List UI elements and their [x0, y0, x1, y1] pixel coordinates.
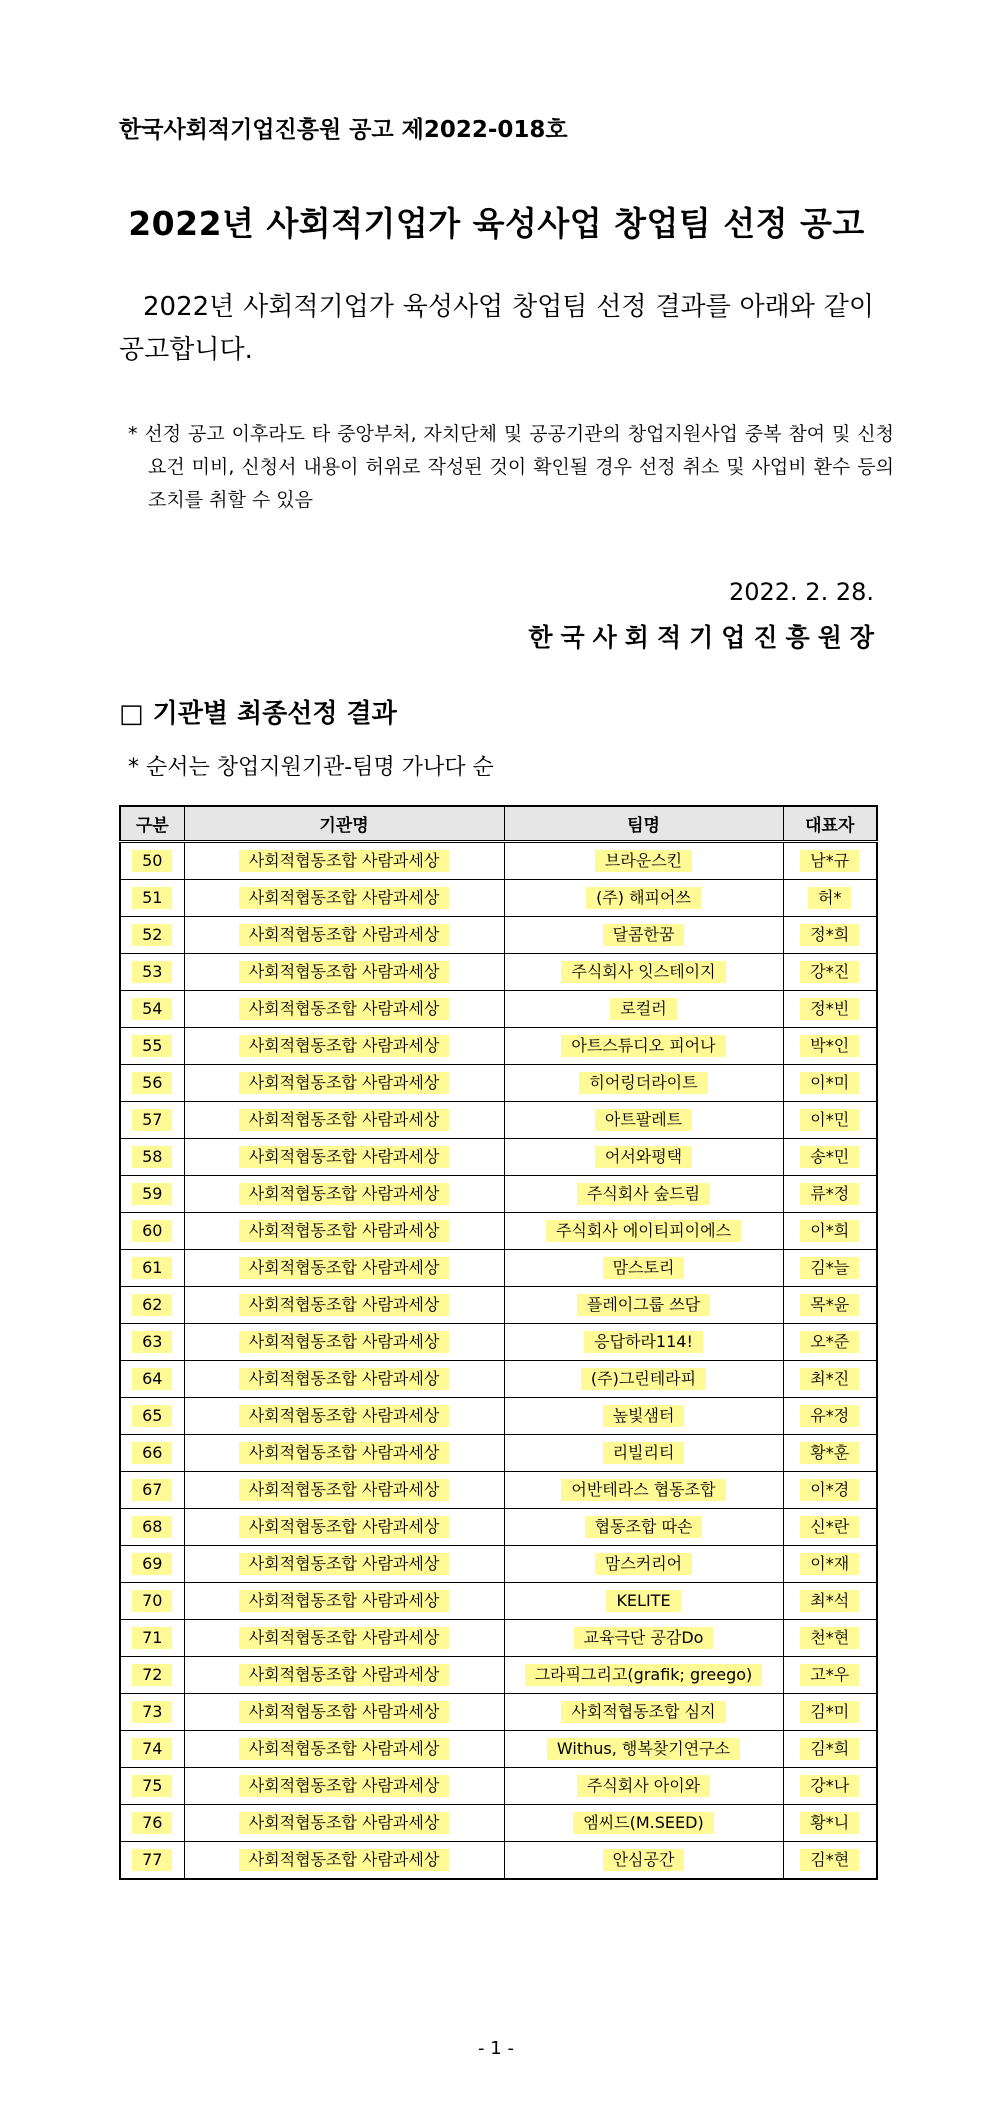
cell-org — [184, 1546, 504, 1583]
cell-no-text: 50 — [132, 850, 172, 872]
cell-no — [120, 1435, 184, 1472]
table-row — [120, 1583, 877, 1620]
cell-no-text: 73 — [132, 1701, 172, 1723]
cell-rep-text: 남*규 — [800, 850, 859, 872]
cell-rep — [783, 917, 877, 954]
cell-no-text: 62 — [132, 1294, 172, 1316]
section-heading: □ 기관별 최종선정 결과 — [119, 699, 397, 729]
cell-rep — [783, 842, 877, 880]
cell-no — [120, 842, 184, 880]
cell-org-text: 사회적협동조합 사람과세상 — [239, 1775, 450, 1797]
cell-rep — [783, 1620, 877, 1657]
cell-org-text: 사회적협동조합 사람과세상 — [239, 850, 450, 872]
cell-org — [184, 1398, 504, 1435]
results-table — [119, 805, 878, 1880]
cell-rep — [783, 1546, 877, 1583]
cell-no — [120, 1398, 184, 1435]
table-row — [120, 1139, 877, 1176]
order-note: * 순서는 창업지원기관-팀명 가나다 순 — [128, 755, 494, 780]
cell-org-text: 사회적협동조합 사람과세상 — [239, 1664, 450, 1686]
cell-org-text: 사회적협동조합 사람과세상 — [239, 1627, 450, 1649]
cell-team — [504, 1546, 783, 1583]
cell-org-text: 사회적협동조합 사람과세상 — [239, 1368, 450, 1390]
cell-team-text: 교육극단 공감Do — [574, 1627, 714, 1649]
cell-rep — [783, 1213, 877, 1250]
cell-org — [184, 991, 504, 1028]
table-row — [120, 880, 877, 917]
cell-no — [120, 1065, 184, 1102]
cell-team — [504, 1805, 783, 1842]
cell-team-text: 높빛샘터 — [603, 1405, 685, 1427]
cell-org — [184, 1176, 504, 1213]
cell-rep-text: 박*인 — [800, 1035, 859, 1057]
cell-team — [504, 1472, 783, 1509]
cell-no — [120, 1657, 184, 1694]
cell-org — [184, 1102, 504, 1139]
cell-team-text: 그라픽그리고(grafik; greego) — [525, 1664, 763, 1686]
cell-org-text: 사회적협동조합 사람과세상 — [239, 1701, 450, 1723]
cell-org — [184, 1509, 504, 1546]
cell-org — [184, 954, 504, 991]
cell-rep-text: 김*늘 — [800, 1257, 859, 1279]
cell-org — [184, 842, 504, 880]
cell-team — [504, 1250, 783, 1287]
table-row — [120, 1213, 877, 1250]
cell-org — [184, 1065, 504, 1102]
cell-team-text: 주식회사 아이와 — [577, 1775, 710, 1797]
cell-rep-text: 송*민 — [800, 1146, 859, 1168]
cell-team — [504, 1583, 783, 1620]
column-header-rep: 대표자 — [783, 806, 877, 842]
cell-team-text: 브라운스킨 — [595, 850, 692, 872]
cell-team-text: (주) 해피어쓰 — [586, 887, 701, 909]
cell-team — [504, 1287, 783, 1324]
cell-no-text: 54 — [132, 998, 172, 1020]
table-row — [120, 1065, 877, 1102]
cell-no-text: 75 — [132, 1775, 172, 1797]
cell-org — [184, 1805, 504, 1842]
issuer-name: 한국사회적기업진흥원장 — [528, 623, 882, 652]
cell-team-text: 로컬러 — [610, 998, 676, 1020]
cell-team — [504, 1731, 783, 1768]
cell-no — [120, 991, 184, 1028]
table-row — [120, 1842, 877, 1880]
cell-rep — [783, 1102, 877, 1139]
table-row — [120, 1102, 877, 1139]
cell-rep-text: 이*민 — [800, 1109, 859, 1131]
cell-team — [504, 1657, 783, 1694]
cell-rep-text: 김*현 — [800, 1849, 859, 1871]
cell-team — [504, 842, 783, 880]
cell-org — [184, 1842, 504, 1880]
cell-org — [184, 1620, 504, 1657]
cell-no-text: 56 — [132, 1072, 172, 1094]
cell-rep-text: 김*미 — [800, 1701, 859, 1723]
cell-no — [120, 1472, 184, 1509]
cell-org — [184, 1139, 504, 1176]
cell-no — [120, 1028, 184, 1065]
cell-rep — [783, 1139, 877, 1176]
cell-rep-text: 황*훈 — [800, 1442, 859, 1464]
cell-no — [120, 1361, 184, 1398]
cell-org-text: 사회적협동조합 사람과세상 — [239, 1849, 450, 1871]
caveat-note: * 선정 공고 이후라도 타 중앙부처, 자치단체 및 공공기관의 창업지원사업 중복 참여 및 신청요건 미비, 신청서 내용이 허위로 작성된 것이 확인될 경우 선정 취소 및 사업비 환수 등의 조치를 취할 수 있음 — [128, 423, 894, 511]
table-row — [120, 917, 877, 954]
page-number: - 1 - — [478, 2038, 514, 2059]
cell-team — [504, 1213, 783, 1250]
cell-rep-text: 허* — [808, 887, 851, 909]
cell-no — [120, 1620, 184, 1657]
cell-no — [120, 1694, 184, 1731]
cell-no-text: 64 — [132, 1368, 172, 1390]
cell-team-text: 주식회사 에이티피이에스 — [546, 1220, 741, 1242]
cell-org — [184, 1657, 504, 1694]
cell-no — [120, 1102, 184, 1139]
cell-no-text: 74 — [132, 1738, 172, 1760]
cell-team-text: 협동조합 따손 — [585, 1516, 703, 1538]
cell-rep-text: 유*정 — [800, 1405, 859, 1427]
cell-org — [184, 880, 504, 917]
cell-team — [504, 880, 783, 917]
table-row — [120, 991, 877, 1028]
table-row — [120, 954, 877, 991]
cell-rep — [783, 1694, 877, 1731]
cell-team-text: 응답하라114! — [584, 1331, 703, 1353]
cell-team — [504, 1361, 783, 1398]
cell-org-text: 사회적협동조합 사람과세상 — [239, 1072, 450, 1094]
cell-team-text: 아트팔레트 — [595, 1109, 692, 1131]
cell-rep-text: 고*우 — [800, 1664, 859, 1686]
cell-team-text: 아트스튜디오 피어나 — [561, 1035, 725, 1057]
cell-no — [120, 917, 184, 954]
cell-no-text: 58 — [132, 1146, 172, 1168]
cell-org-text: 사회적협동조합 사람과세상 — [239, 1294, 450, 1316]
cell-org — [184, 1287, 504, 1324]
cell-no — [120, 1842, 184, 1880]
cell-org — [184, 1435, 504, 1472]
table-row — [120, 842, 877, 880]
cell-rep-text: 이*희 — [800, 1220, 859, 1242]
cell-no-text: 60 — [132, 1220, 172, 1242]
cell-org-text: 사회적협동조합 사람과세상 — [239, 1516, 450, 1538]
cell-org-text: 사회적협동조합 사람과세상 — [239, 1035, 450, 1057]
cell-rep-text: 정*빈 — [800, 998, 859, 1020]
cell-no-text: 65 — [132, 1405, 172, 1427]
cell-rep-text: 강*진 — [800, 961, 859, 983]
cell-org — [184, 1213, 504, 1250]
table-row — [120, 1435, 877, 1472]
cell-no — [120, 1213, 184, 1250]
cell-rep — [783, 1472, 877, 1509]
cell-rep-text: 천*현 — [800, 1627, 859, 1649]
cell-team-text: 주식회사 숲드림 — [577, 1183, 710, 1205]
table-row — [120, 1731, 877, 1768]
cell-team-text: 맘스토리 — [603, 1257, 685, 1279]
cell-no — [120, 1805, 184, 1842]
cell-org-text: 사회적협동조합 사람과세상 — [239, 961, 450, 983]
table-row — [120, 1768, 877, 1805]
cell-team — [504, 1509, 783, 1546]
cell-no-text: 61 — [132, 1257, 172, 1279]
cell-rep — [783, 1287, 877, 1324]
cell-org — [184, 1472, 504, 1509]
cell-org-text: 사회적협동조합 사람과세상 — [239, 1442, 450, 1464]
table-row — [120, 1805, 877, 1842]
cell-org-text: 사회적협동조합 사람과세상 — [239, 1220, 450, 1242]
notice-date: 2022. 2. 28. — [728, 578, 874, 606]
cell-no — [120, 1324, 184, 1361]
cell-no — [120, 880, 184, 917]
table-row — [120, 1657, 877, 1694]
cell-org-text: 사회적협동조합 사람과세상 — [239, 1553, 450, 1575]
cell-no — [120, 1176, 184, 1213]
table-row — [120, 1620, 877, 1657]
cell-rep-text: 최*진 — [800, 1368, 859, 1390]
cell-org-text: 사회적협동조합 사람과세상 — [239, 1812, 450, 1834]
cell-no-text: 70 — [132, 1590, 172, 1612]
cell-no-text: 67 — [132, 1479, 172, 1501]
cell-org — [184, 1694, 504, 1731]
cell-team — [504, 1324, 783, 1361]
table-row — [120, 1287, 877, 1324]
cell-rep-text: 오*준 — [800, 1331, 859, 1353]
cell-rep-text: 강*나 — [800, 1775, 859, 1797]
cell-org-text: 사회적협동조합 사람과세상 — [239, 924, 450, 946]
page-title: 2022년 사회적기업가 육성사업 창업팀 선정 공고 — [128, 204, 865, 243]
cell-no-text: 53 — [132, 961, 172, 983]
cell-org-text: 사회적협동조합 사람과세상 — [239, 998, 450, 1020]
cell-team-text: Withus, 행복찾기연구소 — [547, 1738, 740, 1760]
cell-no-text: 72 — [132, 1664, 172, 1686]
cell-team-text: 안심공간 — [603, 1849, 685, 1871]
cell-team-text: 리빌리티 — [603, 1442, 685, 1464]
table-row — [120, 1509, 877, 1546]
cell-org-text: 사회적협동조합 사람과세상 — [239, 1738, 450, 1760]
cell-rep-text: 이*재 — [800, 1553, 859, 1575]
cell-team-text: KELITE — [606, 1590, 680, 1612]
cell-rep — [783, 1435, 877, 1472]
cell-team — [504, 1028, 783, 1065]
cell-no — [120, 1250, 184, 1287]
cell-no-text: 71 — [132, 1627, 172, 1649]
table-row — [120, 1472, 877, 1509]
cell-rep — [783, 1805, 877, 1842]
cell-rep — [783, 1361, 877, 1398]
cell-rep — [783, 1398, 877, 1435]
cell-org-text: 사회적협동조합 사람과세상 — [239, 1590, 450, 1612]
cell-team-text: 어서와평택 — [595, 1146, 692, 1168]
cell-no-text: 59 — [132, 1183, 172, 1205]
cell-org-text: 사회적협동조합 사람과세상 — [239, 1146, 450, 1168]
cell-team — [504, 1768, 783, 1805]
cell-no-text: 63 — [132, 1331, 172, 1353]
cell-org-text: 사회적협동조합 사람과세상 — [239, 887, 450, 909]
notice-number: 한국사회적기업진흥원 공고 제2022-018호 — [119, 117, 568, 143]
table-row — [120, 1028, 877, 1065]
cell-org — [184, 1583, 504, 1620]
column-header-org: 기관명 — [184, 806, 504, 842]
cell-team — [504, 1842, 783, 1880]
cell-team-text: 어반테라스 협동조합 — [561, 1479, 725, 1501]
cell-no-text: 66 — [132, 1442, 172, 1464]
cell-rep — [783, 1768, 877, 1805]
cell-org-text: 사회적협동조합 사람과세상 — [239, 1257, 450, 1279]
cell-rep — [783, 1324, 877, 1361]
cell-team-text: 맘스커리어 — [595, 1553, 692, 1575]
cell-rep — [783, 1657, 877, 1694]
cell-team-text: 사회적협동조합 심지 — [561, 1701, 725, 1723]
table-row — [120, 1546, 877, 1583]
cell-no — [120, 1768, 184, 1805]
cell-team — [504, 1620, 783, 1657]
cell-no-text: 51 — [132, 887, 172, 909]
cell-org — [184, 1250, 504, 1287]
table-row — [120, 1176, 877, 1213]
cell-rep — [783, 880, 877, 917]
cell-rep — [783, 954, 877, 991]
cell-rep — [783, 1250, 877, 1287]
cell-rep-text: 황*니 — [800, 1812, 859, 1834]
cell-rep-text: 목*윤 — [800, 1294, 859, 1316]
table-row — [120, 1324, 877, 1361]
cell-rep — [783, 1583, 877, 1620]
cell-rep — [783, 1065, 877, 1102]
cell-no — [120, 1139, 184, 1176]
cell-rep — [783, 1731, 877, 1768]
cell-org — [184, 1028, 504, 1065]
cell-team-text: (주)그린테라피 — [581, 1368, 706, 1390]
table-row — [120, 1361, 877, 1398]
cell-org — [184, 917, 504, 954]
cell-org-text: 사회적협동조합 사람과세상 — [239, 1479, 450, 1501]
cell-no-text: 77 — [132, 1849, 172, 1871]
cell-no — [120, 1287, 184, 1324]
cell-team-text: 엠씨드(M.SEED) — [573, 1812, 713, 1834]
cell-team — [504, 1102, 783, 1139]
cell-team — [504, 1435, 783, 1472]
cell-no — [120, 1509, 184, 1546]
cell-team — [504, 1176, 783, 1213]
cell-team — [504, 1694, 783, 1731]
cell-org-text: 사회적협동조합 사람과세상 — [239, 1183, 450, 1205]
column-header-team: 팀명 — [504, 806, 783, 842]
cell-rep — [783, 1028, 877, 1065]
table-row — [120, 1694, 877, 1731]
table-header-row — [120, 806, 877, 842]
cell-team-text: 달콤한꿈 — [603, 924, 685, 946]
cell-no — [120, 954, 184, 991]
table-row — [120, 1250, 877, 1287]
cell-rep — [783, 991, 877, 1028]
cell-team — [504, 917, 783, 954]
cell-rep-text: 류*정 — [800, 1183, 859, 1205]
cell-rep-text: 김*희 — [800, 1738, 859, 1760]
intro-paragraph: 2022년 사회적기업가 육성사업 창업팀 선정 결과를 아래와 같이 공고합니다. — [119, 292, 874, 365]
cell-no-text: 76 — [132, 1812, 172, 1834]
column-header-no: 구분 — [120, 806, 184, 842]
cell-team-text: 플레이그룹 쓰담 — [577, 1294, 710, 1316]
cell-org — [184, 1324, 504, 1361]
table-row — [120, 1398, 877, 1435]
cell-no-text: 69 — [132, 1553, 172, 1575]
cell-org-text: 사회적협동조합 사람과세상 — [239, 1405, 450, 1427]
cell-no — [120, 1731, 184, 1768]
cell-rep — [783, 1842, 877, 1880]
cell-rep-text: 이*경 — [800, 1479, 859, 1501]
cell-no — [120, 1583, 184, 1620]
cell-org-text: 사회적협동조합 사람과세상 — [239, 1109, 450, 1131]
cell-team — [504, 1065, 783, 1102]
cell-no-text: 55 — [132, 1035, 172, 1057]
cell-no-text: 68 — [132, 1516, 172, 1538]
cell-team-text: 히어링더라이트 — [579, 1072, 707, 1094]
cell-rep-text: 이*미 — [800, 1072, 859, 1094]
cell-no-text: 52 — [132, 924, 172, 946]
cell-rep-text: 최*석 — [800, 1590, 859, 1612]
cell-team — [504, 1139, 783, 1176]
cell-team-text: 주식회사 잇스테이지 — [561, 961, 725, 983]
cell-no-text: 57 — [132, 1109, 172, 1131]
cell-team — [504, 991, 783, 1028]
cell-team — [504, 1398, 783, 1435]
cell-org — [184, 1731, 504, 1768]
cell-no — [120, 1546, 184, 1583]
cell-org — [184, 1361, 504, 1398]
cell-team — [504, 954, 783, 991]
cell-rep-text: 정*희 — [800, 924, 859, 946]
cell-rep — [783, 1176, 877, 1213]
cell-org-text: 사회적협동조합 사람과세상 — [239, 1331, 450, 1353]
cell-rep-text: 신*란 — [800, 1516, 859, 1538]
cell-rep — [783, 1509, 877, 1546]
cell-org — [184, 1768, 504, 1805]
